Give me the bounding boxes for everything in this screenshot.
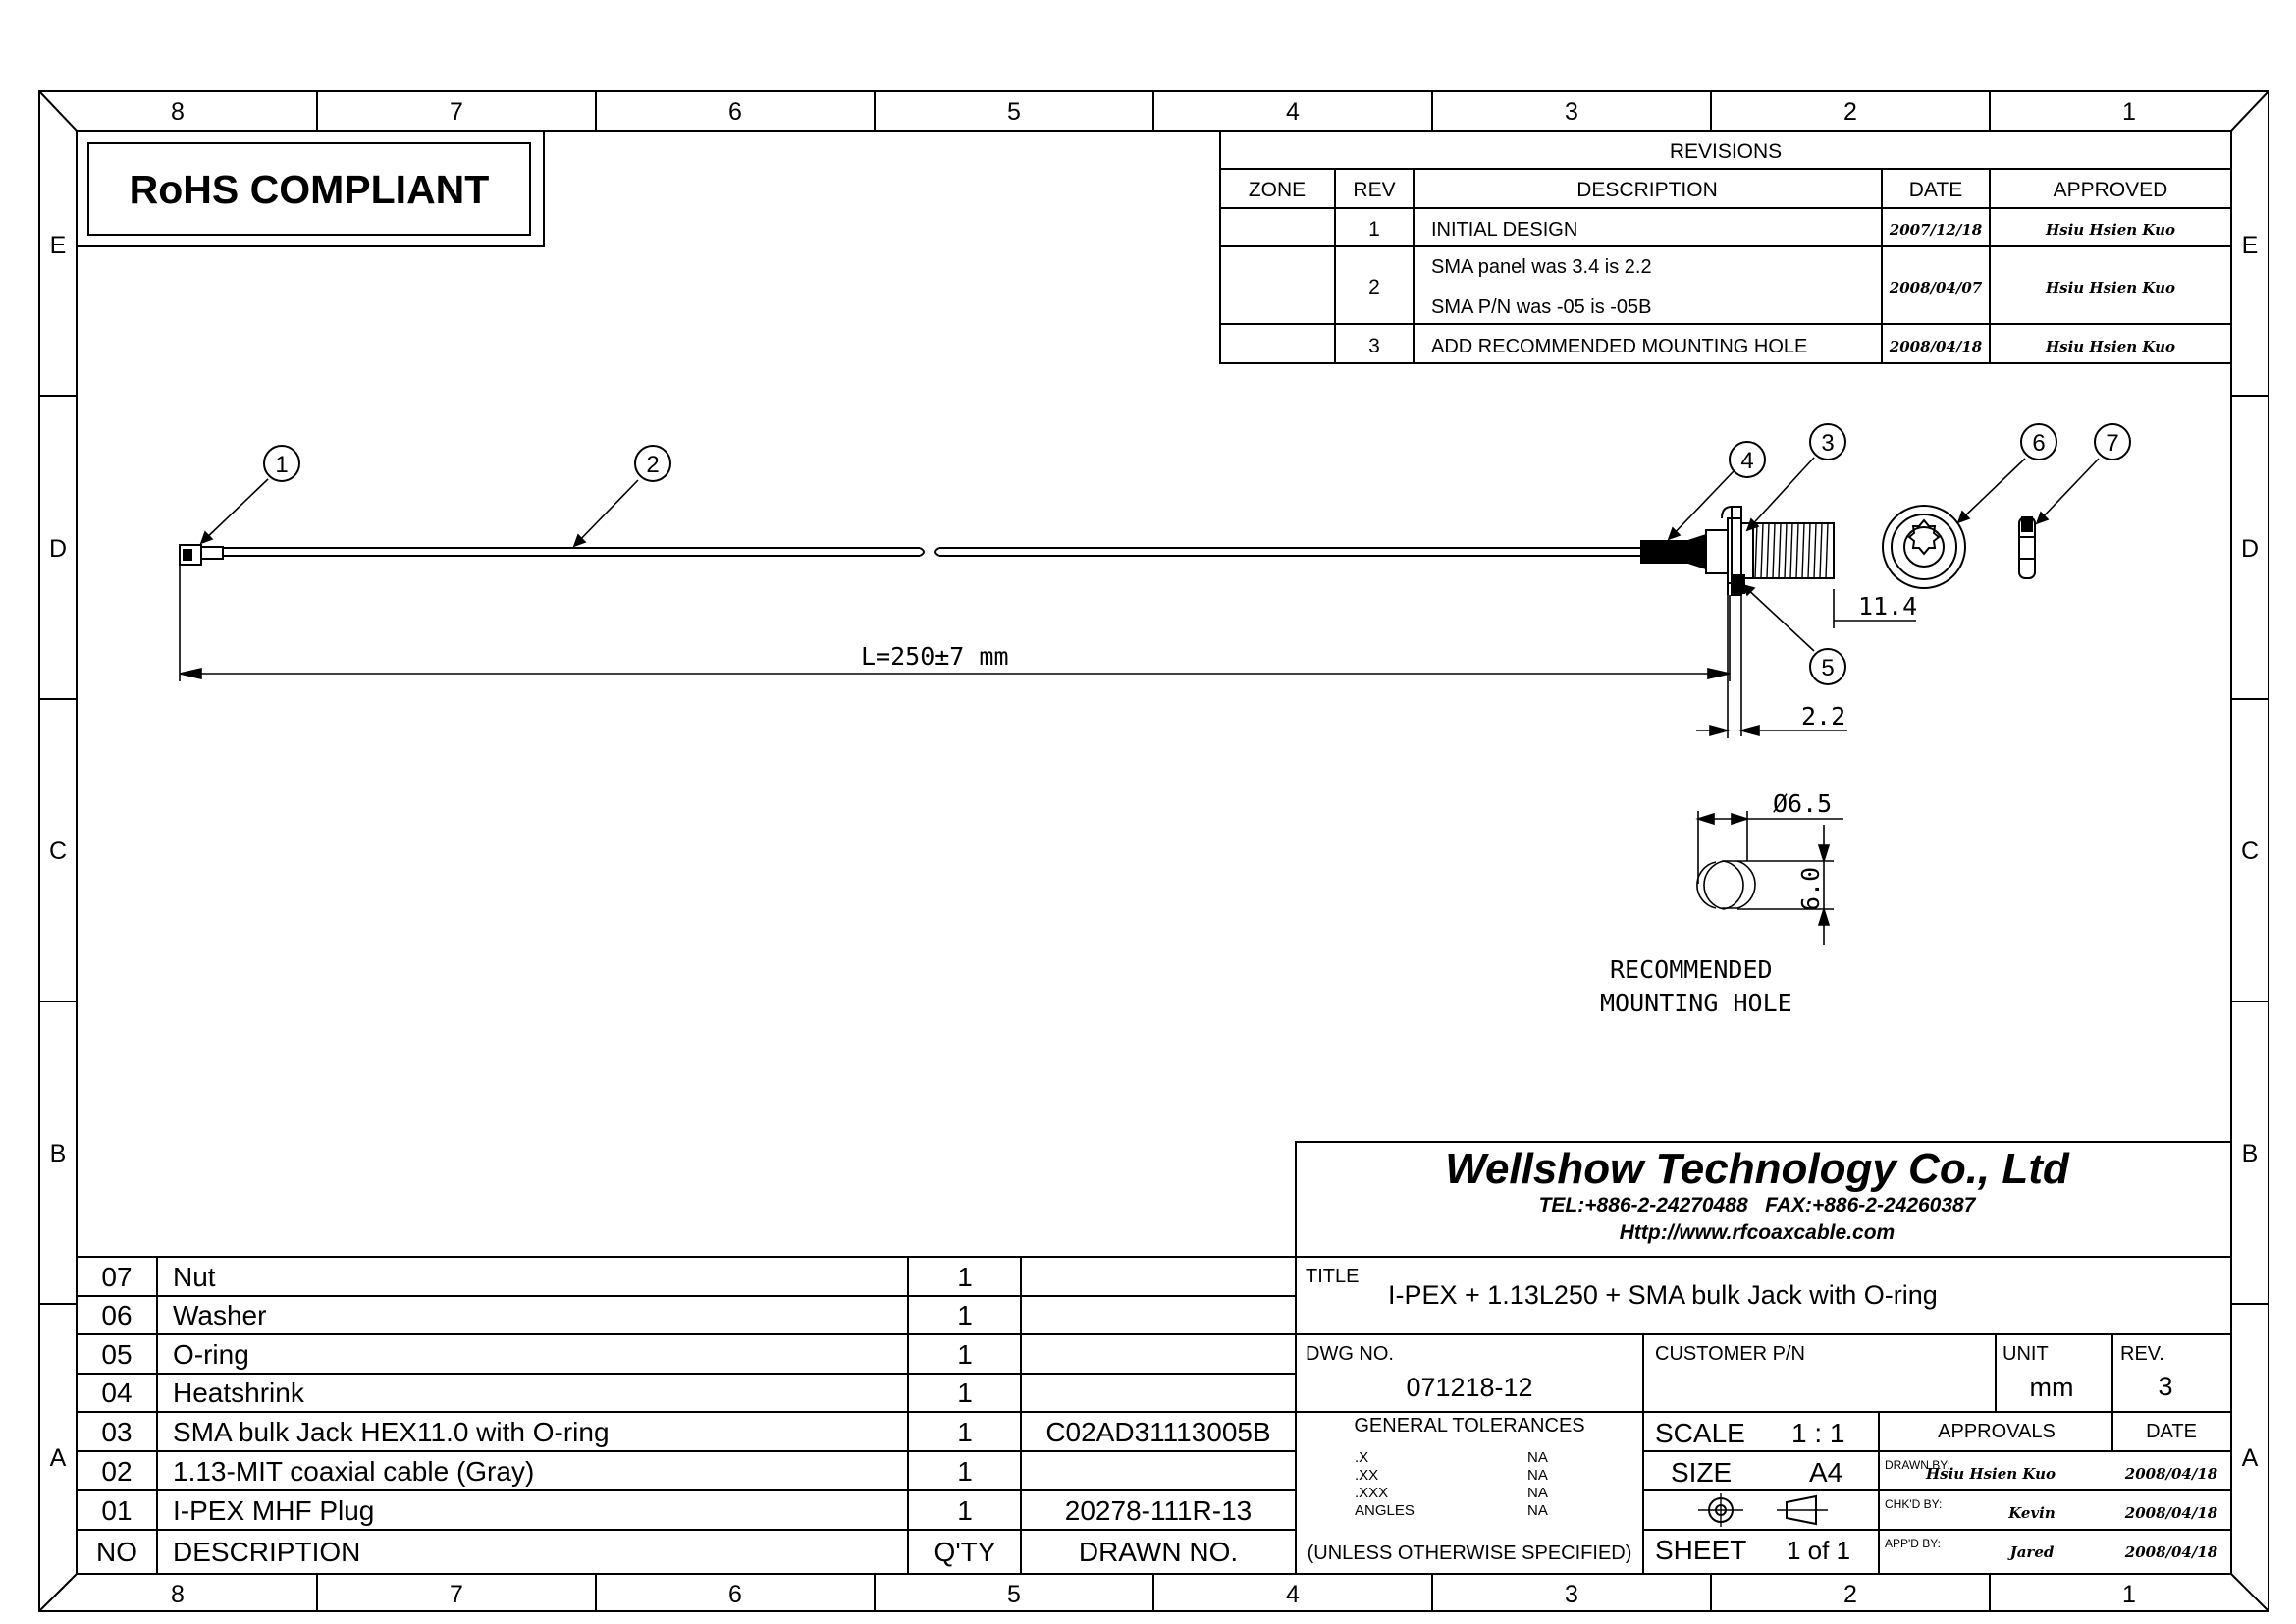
tolerance-key: .X [1355, 1449, 1369, 1466]
row-label-a: A [49, 1444, 67, 1472]
sma-jack [1706, 507, 1834, 595]
rev-header-date: DATE [1908, 179, 1963, 201]
bom-cell-description: I-PEX MHF Plug [173, 1495, 375, 1526]
rev-header-zone: ZONE [1248, 179, 1307, 201]
col-label-5: 5 [1007, 98, 1021, 126]
outer-border [39, 91, 2269, 1611]
tolerance-value: NA [1527, 1502, 1548, 1519]
appd-by-signature: Jared [2009, 1543, 2055, 1561]
bom-cell-qty: 1 [957, 1378, 973, 1408]
row-label-b-right: B [2241, 1140, 2259, 1167]
bom-cell-no: 03 [101, 1417, 133, 1447]
rev-value: 3 [2158, 1372, 2173, 1401]
balloon-leaders [201, 458, 2099, 651]
col-label-2: 2 [1843, 98, 1857, 126]
scale-label: SCALE [1655, 1418, 1745, 1448]
row-label-a-right: A [2241, 1444, 2259, 1472]
rev-header-rev: REV [1353, 179, 1396, 201]
col-label-7: 7 [450, 98, 463, 126]
nut [2019, 517, 2035, 578]
bom-cell-qty: 1 [957, 1262, 973, 1292]
appd-by-label: APP'D BY: [1885, 1537, 1941, 1550]
title-block [1296, 1257, 2231, 1574]
bom-cell-qty: 1 [957, 1300, 973, 1330]
bom-cell-no: 02 [101, 1456, 133, 1487]
hole-diameter-label: Ø6.5 [1773, 789, 1833, 818]
rohs-label: RoHS COMPLIANT [129, 167, 490, 212]
size-label: SIZE [1671, 1457, 1733, 1488]
rev-cell-rev: 3 [1368, 335, 1380, 357]
appd-date: 2008/04/18 [2124, 1543, 2218, 1561]
rev-cell-date: 2008/04/18 [1889, 338, 1983, 355]
bom-cell-qty: 1 [957, 1456, 973, 1487]
rev-cell-date: 2008/04/07 [1889, 279, 1983, 297]
size-value: A4 [1809, 1457, 1843, 1488]
bom-table [77, 1257, 1296, 1574]
rev-label: REV. [2120, 1343, 2164, 1365]
bom-cell-description: Heatshrink [173, 1378, 304, 1408]
bom-cell-description: Washer [173, 1300, 267, 1330]
bom-cell-no: 04 [101, 1378, 133, 1408]
rev-header-description: DESCRIPTION [1576, 179, 1718, 201]
rev-cell-description: ADD RECOMMENDED MOUNTING HOLE [1431, 336, 1808, 357]
col-label-1-bottom: 1 [2122, 1581, 2136, 1608]
row-label-b: B [49, 1140, 67, 1167]
bom-cell-drawn-no: 20278-111R-13 [1064, 1495, 1253, 1526]
rev-header-approved: APPROVED [2053, 179, 2168, 201]
col-label-8-bottom: 8 [171, 1581, 185, 1608]
company-contact: TEL:+886-2-24270488 FAX:+886-2-24260387 [1538, 1194, 1976, 1217]
balloon-3-label: 3 [1821, 430, 1835, 457]
coax-cable [223, 548, 1641, 556]
rev-cell-approved-signature: Hsiu Hsien Kuo [2045, 279, 2176, 297]
dwg-no-label: DWG NO. [1306, 1343, 1394, 1365]
unit-label: UNIT [2002, 1343, 2049, 1365]
col-label-4-bottom: 4 [1286, 1581, 1300, 1608]
hole-flat-label: 6.0 [1796, 866, 1825, 911]
cable-assembly-drawing [180, 424, 2130, 945]
unit-value: mm [2029, 1373, 2074, 1402]
chkd-date: 2008/04/18 [2124, 1504, 2218, 1522]
drawn-date: 2008/04/18 [2124, 1465, 2218, 1483]
bom-header-no: NO [96, 1537, 137, 1567]
col-label-5-bottom: 5 [1007, 1581, 1021, 1608]
rev-cell-rev: 1 [1368, 218, 1380, 241]
bom-cell-description: Nut [173, 1262, 216, 1292]
bom-cell-qty: 1 [957, 1339, 973, 1370]
col-label-2-bottom: 2 [1843, 1581, 1857, 1608]
drawn-by-signature: Hsiu Hsien Kuo [1925, 1465, 2056, 1483]
chkd-by-label: CHK'D BY: [1885, 1497, 1943, 1511]
rev-cell-description: SMA P/N was -05 is -05B [1431, 297, 1652, 318]
sheet-value: 1 of 1 [1787, 1536, 1851, 1565]
rev-cell-approved-signature: Hsiu Hsien Kuo [2045, 221, 2176, 239]
thread-dimension-label: 11.4 [1858, 592, 1918, 621]
bom-cell-qty: 1 [957, 1495, 973, 1526]
drawing-title: I-PEX + 1.13L250 + SMA bulk Jack with O-ring [1388, 1280, 1938, 1310]
bom-cell-no: 05 [101, 1339, 133, 1370]
row-label-e: E [49, 232, 67, 259]
bom-cell-no: 06 [101, 1300, 133, 1330]
company-url: Http://www.rfcoaxcable.com [1619, 1221, 1896, 1244]
hole-note-line1: RECOMMENDED [1610, 955, 1773, 984]
bom-cell-description: SMA bulk Jack HEX11.0 with O-ring [173, 1417, 610, 1447]
panel-dimension-label: 2.2 [1801, 702, 1846, 731]
row-label-d-right: D [2240, 535, 2260, 563]
heatshrink [1641, 541, 1688, 563]
col-label-4: 4 [1286, 98, 1300, 126]
chkd-by-signature: Kevin [2008, 1504, 2056, 1522]
bom-cell-qty: 1 [957, 1417, 973, 1447]
scale-value: 1 : 1 [1791, 1418, 1845, 1448]
length-dimension-label: L=250±7 mm [861, 642, 1009, 671]
balloon-1-label: 1 [275, 452, 289, 478]
tolerance-key: ANGLES [1355, 1502, 1415, 1519]
rev-cell-date: 2007/12/18 [1889, 221, 1983, 239]
col-label-7-bottom: 7 [450, 1581, 463, 1608]
tolerance-key: .XXX [1355, 1485, 1389, 1501]
bom-cell-no: 01 [101, 1495, 133, 1526]
rev-cell-description: INITIAL DESIGN [1431, 219, 1578, 241]
company-block [1296, 1142, 2231, 1257]
tolerance-value: NA [1527, 1449, 1548, 1466]
bom-header-drawn-no: DRAWN NO. [1078, 1537, 1239, 1567]
col-label-8: 8 [171, 98, 185, 126]
row-label-e-right: E [2241, 232, 2259, 259]
balloon-4-label: 4 [1740, 448, 1754, 474]
title-label: TITLE [1306, 1266, 1360, 1287]
date-label: DATE [2146, 1421, 2197, 1442]
tolerance-value: NA [1527, 1485, 1548, 1501]
col-label-6: 6 [728, 98, 742, 126]
hole-note-line2: MOUNTING HOLE [1600, 989, 1792, 1017]
row-label-c: C [48, 838, 68, 865]
tolerances-note: (UNLESS OTHERWISE SPECIFIED) [1307, 1543, 1632, 1564]
revisions-title: REVISIONS [1669, 140, 1783, 163]
approvals-label: APPROVALS [1938, 1421, 2056, 1442]
tolerance-value: NA [1527, 1467, 1548, 1484]
tolerances-label: GENERAL TOLERANCES [1354, 1415, 1585, 1436]
bom-header-description: DESCRIPTION [173, 1537, 361, 1567]
col-label-3-bottom: 3 [1565, 1581, 1578, 1608]
washer [1883, 506, 1965, 588]
balloon-2-label: 2 [646, 452, 660, 478]
bom-header-qty: Q'TY [934, 1537, 996, 1567]
col-label-1: 1 [2122, 98, 2136, 126]
balloon-7-label: 7 [2106, 430, 2119, 457]
tolerance-key: .XX [1355, 1467, 1379, 1484]
dwg-no-value: 071218-12 [1406, 1373, 1533, 1402]
row-label-c-right: C [2240, 838, 2260, 865]
col-label-3: 3 [1565, 98, 1578, 126]
bom-cell-no: 07 [101, 1262, 133, 1292]
customer-pn-label: CUSTOMER P/N [1655, 1343, 1805, 1365]
rev-cell-rev: 2 [1368, 276, 1380, 298]
balloon-5-label: 5 [1821, 655, 1835, 681]
bom-cell-description: O-ring [173, 1339, 249, 1370]
company-name: Wellshow Technology Co., Ltd [1445, 1145, 2069, 1193]
col-label-6-bottom: 6 [728, 1581, 742, 1608]
drawn-by-label: DRAWN BY: [1885, 1458, 1950, 1472]
balloon-6-label: 6 [2032, 430, 2046, 457]
row-label-d: D [48, 535, 68, 563]
rohs-box [77, 131, 544, 246]
bom-cell-description: 1.13-MIT coaxial cable (Gray) [173, 1456, 535, 1487]
rev-cell-description: SMA panel was 3.4 is 2.2 [1431, 256, 1652, 278]
sheet-label: SHEET [1655, 1535, 1747, 1565]
bom-cell-drawn-no: C02AD31113005B [1045, 1417, 1271, 1447]
rev-cell-approved-signature: Hsiu Hsien Kuo [2045, 338, 2176, 355]
revisions-table [1220, 131, 2231, 363]
